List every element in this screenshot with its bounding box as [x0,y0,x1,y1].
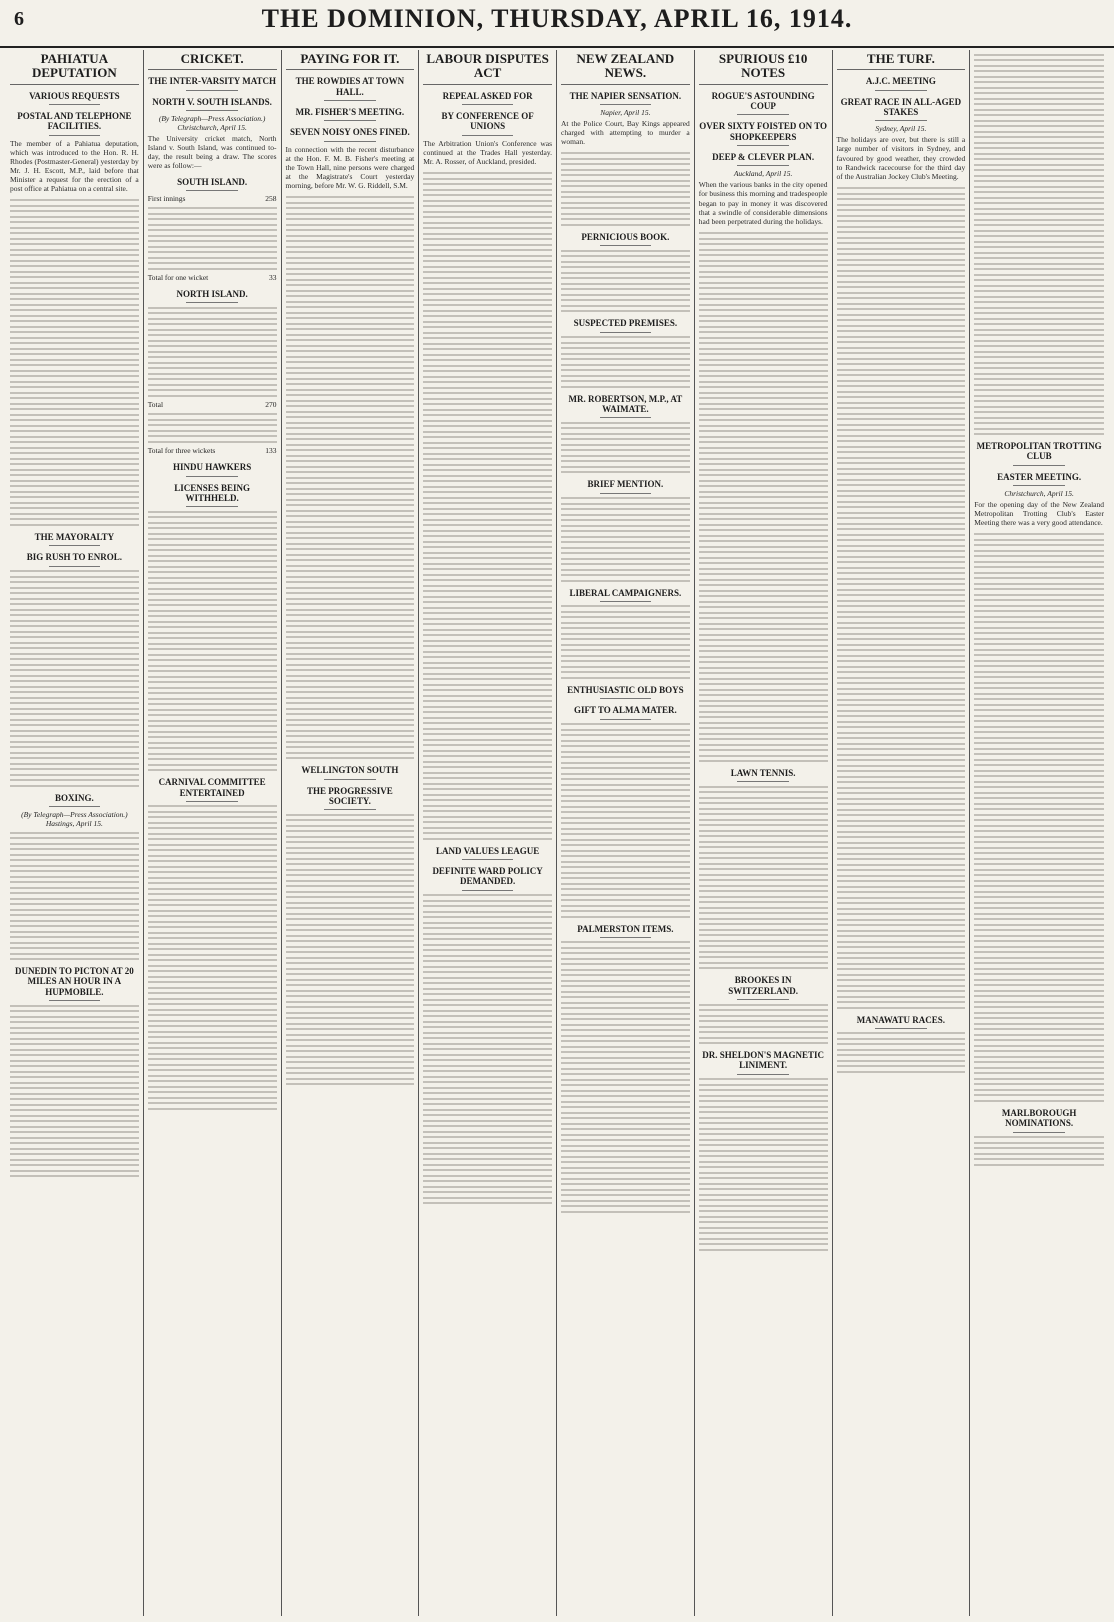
text-lines [561,497,690,582]
subhead: MANAWATU RACES. [837,1015,966,1029]
text-lines [974,533,1104,1102]
article-text: In connection with the recent disturbance at the Hon. F. M. B. Fisher's meeting at the Town Hall, nine persons were charged at the Magistrate's Court yesterday morning, before Mr. W. G. Riddell, S.M. [285,144,415,191]
score-row [148,273,277,283]
subhead: MR. ROBERTSON, M.P., AT WAIMATE. [561,394,690,419]
text-lines [148,511,277,772]
subhead: OVER SIXTY FOISTED ON TO SHOPKEEPERS [699,121,828,146]
headline: CRICKET. [148,52,277,70]
subhead: VARIOUS REQUESTS [10,91,139,105]
paper-title: THE DOMINION, THURSDAY, APRIL 16, 1914. [261,4,853,33]
subhead: ENTHUSIASTIC OLD BOYS [561,685,690,699]
subhead: BIG RUSH TO ENROL. [10,552,139,566]
subhead: METROPOLITAN TROTTING CLUB [974,441,1104,466]
score-value: 33 [269,273,277,283]
text-lines [10,199,139,526]
score-row [148,446,277,456]
headline: PAHIATUA DEPUTATION [10,52,139,85]
text-lines [10,570,139,787]
subhead: GREAT RACE IN ALL-AGED STAKES [837,97,966,122]
subhead: SUSPECTED PREMISES. [561,318,690,332]
dateline: (By Telegraph—Press Association.) Hastings, April 15. [21,810,128,828]
subhead: THE NAPIER SENSATION. [561,91,690,105]
text-lines [561,605,690,679]
text-lines [423,172,552,840]
column-6 [695,50,833,1616]
score-heading: NORTH ISLAND. [148,289,277,303]
text-lines [148,307,277,397]
subhead: LAND VALUES LEAGUE [423,846,552,860]
text-lines [699,232,828,762]
score-label: Total [147,400,164,410]
subhead: DEEP & CLEVER PLAN. [699,152,828,166]
text-lines [148,805,277,1110]
text-lines [561,422,690,474]
subhead: PERNICIOUS BOOK. [561,232,690,246]
article-text: The Arbitration Union's Conference was continued at the Trades Hall yesterday. Mr. A. Rosser, of Auckland, presided. [423,138,552,166]
subhead: LICENSES BEING WITHHELD. [148,483,277,508]
score-label: Total for three wickets [147,446,216,456]
score-value: 133 [265,446,277,456]
column-7 [833,50,971,1616]
dateline: Auckland, April 15. [733,169,793,179]
score-heading: SOUTH ISLAND. [148,177,277,191]
article-text: At the Police Court, Bay Kings appeared charged with attempting to murder a woman. [561,118,690,147]
score-label: Total for one wicket [147,273,209,283]
article-text: The holidays are over, but there is still a large number of visitors in Sydney, and favoured by good weather, they crowded to Randwick racecourse for the third day of the Australian Jockey Club's Meeting. [836,135,966,181]
masthead [0,0,1114,48]
dateline: Sydney, April 15. [875,124,927,134]
text-lines [286,814,415,1086]
score-label: First innings [147,193,186,203]
subhead: SEVEN NOISY ONES FINED. [286,127,415,141]
subhead: THE ROWDIES AT TOWN HALL. [286,76,415,101]
subhead: BROOKES IN SWITZERLAND. [699,975,828,1000]
article-text: For the opening day of the New Zealand Metropolitan Trotting Club's Easter Meeting there was a very good attendance. [974,500,1104,528]
subhead: GIFT TO ALMA MATER. [561,705,690,719]
dateline: Christchurch, April 15. [1004,489,1074,499]
column-3 [282,50,420,1616]
subhead: HINDU HAWKERS [148,462,277,476]
dateline: (By Telegraph—Press Association.) Christchurch, April 15. [158,113,266,132]
subhead: BOXING. [10,793,139,807]
subhead: ROGUE'S ASTOUNDING COUP [699,91,828,116]
subhead: LAWN TENNIS. [699,768,828,782]
text-lines [974,54,1104,436]
subhead: WELLINGTON SOUTH [286,765,415,779]
text-lines [423,894,552,1204]
score-value: 258 [265,193,277,203]
dateline: Napier, April 15. [600,107,651,117]
article-text: The member of a Pahiatua deputation, which was introduced to the Hon. R. H. Rhodes (Postmaster-General) yesterday by Mr. J. H. Escott, M.P., laid before that Minister a request for the erection of a post office at Pahiatua on a central site. [10,138,139,194]
subhead: LIBERAL CAMPAIGNERS. [561,588,690,602]
score-row [148,194,277,204]
headline: NEW ZEALAND NEWS. [561,52,690,85]
columns [6,50,1108,1616]
text-lines [699,1078,828,1251]
subhead: THE INTER-VARSITY MATCH [148,76,277,90]
score-row [148,400,277,410]
column-1 [6,50,144,1616]
subhead: DEFINITE WARD POLICY DEMANDED. [423,866,552,891]
subhead: NORTH V. SOUTH ISLANDS. [148,97,277,111]
headline: PAYING FOR IT. [286,52,415,70]
subhead: POSTAL AND TELEPHONE FACILITIES. [10,111,139,136]
article-text: When the various banks in the city opened for business this morning and tradespeople began to pay in money it was discovered that a swindle of considerable dimensions had been perpetrated during the holidays. [698,180,828,226]
text-lines [561,941,690,1213]
subhead: MR. FISHER'S MEETING. [286,107,415,121]
subhead: MARLBOROUGH NOMINATIONS. [974,1108,1104,1133]
text-lines [148,207,277,270]
page-number: 6 [14,8,24,30]
column-2 [144,50,282,1616]
subhead: EASTER MEETING. [974,472,1104,486]
text-lines [699,786,828,970]
subhead: DUNEDIN TO PICTON AT 20 MILES AN HOUR IN A HUPMOBILE. [10,966,139,1001]
column-8 [970,50,1108,1616]
subhead: THE PROGRESSIVE SOCIETY. [286,786,415,811]
score-value: 270 [265,400,277,410]
subhead: BY CONFERENCE OF UNIONS [423,111,552,136]
text-lines [561,250,690,313]
text-lines [561,152,690,226]
text-lines [561,336,690,388]
text-lines [10,1005,139,1178]
column-5 [557,50,695,1616]
headline: THE TURF. [837,52,966,70]
headline: SPURIOUS £10 NOTES [699,52,828,85]
subhead: A.J.C. MEETING [837,76,966,90]
subhead: CARNIVAL COMMITTEE ENTERTAINED [148,777,277,802]
text-lines [286,196,415,759]
text-lines [837,1032,966,1073]
text-lines [561,723,690,918]
text-lines [974,1136,1104,1166]
subhead: DR. SHELDON'S MAGNETIC LINIMENT. [699,1050,828,1075]
text-lines [10,832,139,961]
article-text: The University cricket match, North Island v. South Island, was continued to-day, the result being a draw. The scores were as follow:— [147,133,277,171]
text-lines [148,413,277,443]
subhead: BRIEF MENTION. [561,479,690,493]
text-lines [699,1004,828,1045]
column-4 [419,50,557,1616]
subhead: THE MAYORALTY [10,532,139,546]
subhead: PALMERSTON ITEMS. [561,924,690,938]
text-lines [837,187,966,1009]
headline: LABOUR DISPUTES ACT [423,52,552,85]
subhead: REPEAL ASKED FOR [423,91,552,105]
